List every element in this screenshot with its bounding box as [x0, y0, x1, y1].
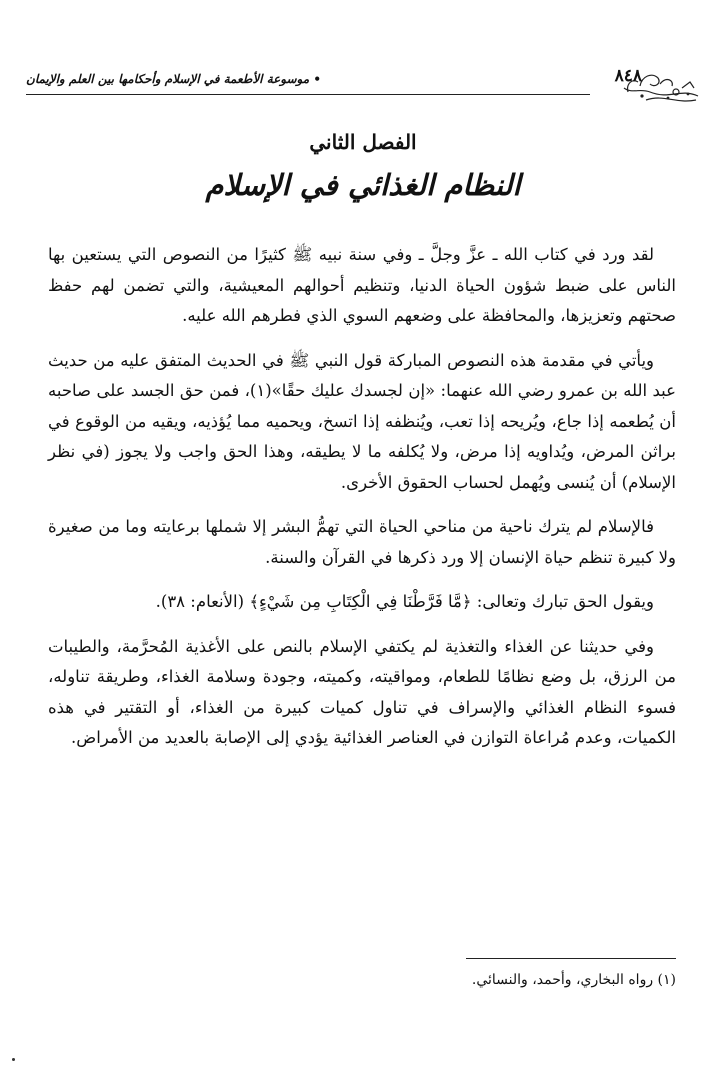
paragraph: لقد ورد في كتاب الله ـ عزَّ وجلَّ ـ وفي سنة نبيه ﷺ كثيرًا من النصوص التي يستعين بها الناس على ضبط شؤون الحياة الدنيا، وتنظيم أحوالهم المعيشية، والتي تضمن لهم حفظ صحتهم وتعزيزها، والمحافظة على وضعهم السوي الذي فطرهم الله عليه. — [48, 245, 676, 325]
chapter-label: الفصل الثاني — [309, 130, 417, 154]
paragraph: ويأتي في مقدمة هذه النصوص المباركة قول النبي ﷺ في الحديث المتفق عليه من حديث عبد الله بن عمرو رضي الله عنهما: «إن لجسدك عليك حقًا»(١)، فمن حق الجسد على صاحبه أن يُطعمه إذا جاع، ويُريحه إذا تعب، ويُنظفه إذا اتسخ، ويحميه مما يُؤذيه، ويقيه من الوقوع في براثن المرض، ويُداويه إذا مرض، ولا يُكلفه ما لا يطيقه، وهذا الحق واجب ولا يجوز (في نظر الإسلام) أن يُنسى ويُهمل لحساب الحقوق الأخرى. — [48, 350, 676, 492]
paragraph: ويقول الحق تبارك وتعالى: ﴿مَّا فَرَّطْنَا فِي الْكِتَابِ مِن شَيْءٍ﴾ (الأنعام: ٣٨). — [155, 592, 654, 611]
paragraph: وفي حديثنا عن الغذاء والتغذية لم يكتفي الإسلام بالنص على الأغذية المُحرَّمة، والطيبات من الرزق، بل وضع نظامًا للطعام، ومواقيته، وكميته، وجودة وسلامة الغذاء، وطريقة تناوله، فسوء النظام الغذائي والإسراف في تناول كميات كبيرة من الغذاء، أو التقتير في هذه الكميات، وعدم مُراعاة التوازن في العناصر الغذائية يؤدي إلى الإصابة بالعديد من الأمراض. — [48, 636, 676, 747]
scan-mark — [12, 1058, 15, 1061]
header-rule — [26, 94, 590, 95]
footnote-rule — [466, 958, 676, 959]
footnote: (١) رواه البخاري، وأحمد، والنسائي. — [471, 972, 676, 988]
page-number: ٨٤٨ — [614, 66, 642, 86]
paragraph: فالإسلام لم يترك ناحية من مناحي الحياة التي تهمُّ البشر إلا شملها برعايته وما من صغيرة ولا كبيرة تنظم حياة الإنسان إلا ورد ذكرها في القرآن والسنة. — [48, 517, 676, 567]
series-title: • موسوعة الأطعمة في الإسلام وأحكامها بين العلم والإيمان — [26, 72, 322, 86]
page-header — [26, 58, 700, 108]
body-text — [48, 240, 676, 768]
chapter-title: النظام الغذائي في الإسلام — [205, 168, 521, 202]
